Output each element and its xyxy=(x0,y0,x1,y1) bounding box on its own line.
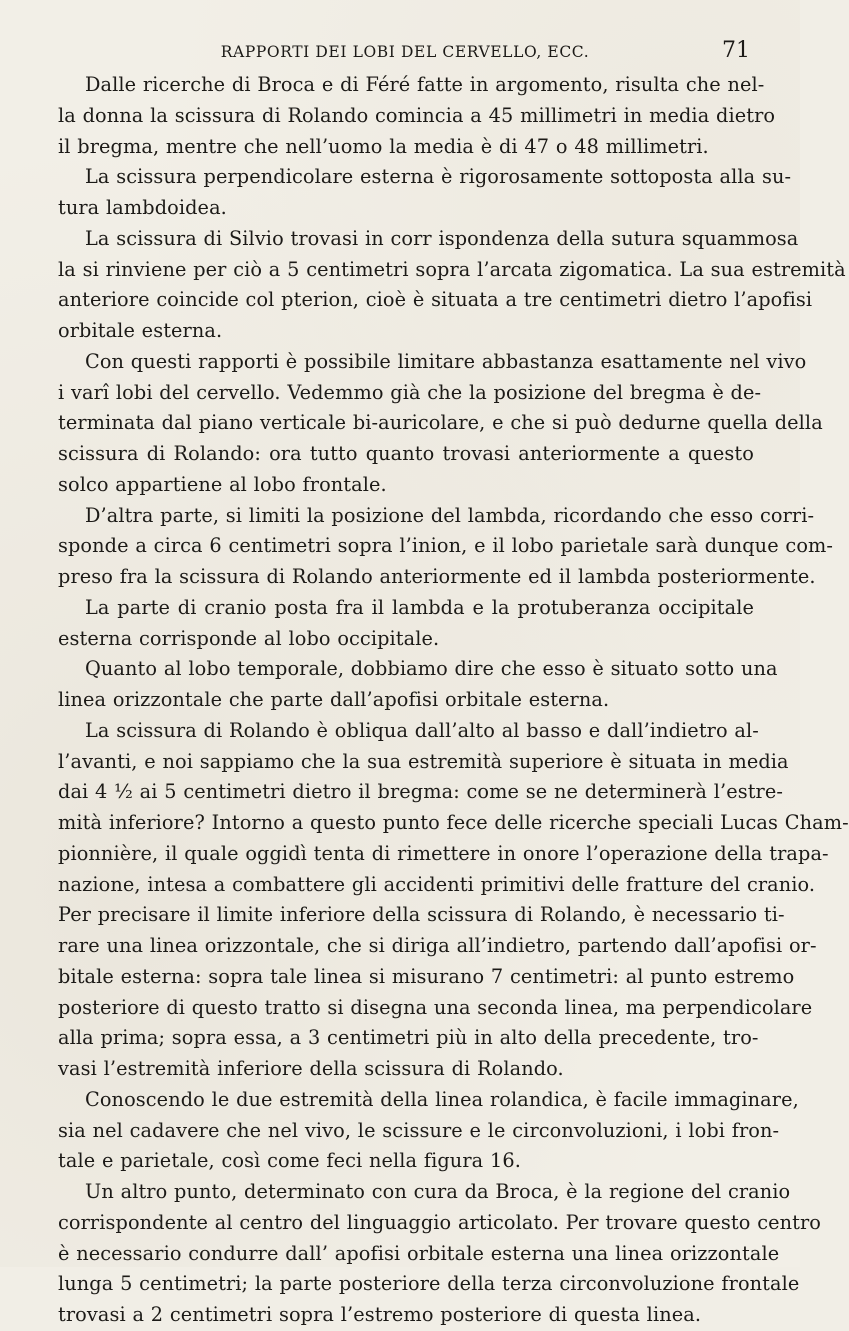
page-header xyxy=(60,36,750,68)
text-line: Conoscendo le due estremità della linea rolandica, è facile immaginare, xyxy=(85,1087,799,1111)
text-line: linea orizzontale che parte dall’apofisi orbitale esterna. xyxy=(58,688,610,711)
text-line: anteriore coincide col pterion, cioè è situata a tre centimetri dietro l’apofisi xyxy=(58,288,813,312)
text-line: dai 4 ½ ai 5 centimetri dietro il bregma: come se ne determinerà l’estre- xyxy=(58,780,783,804)
text-line: Con questi rapporti è possibile limitare abbastanza esattamente nel vivo xyxy=(85,349,807,373)
text-line: la si rinviene per ciò a 5 centimetri sopra l’arcata zigomatica. La sua estremità xyxy=(58,257,846,281)
text-line: mità inferiore? Intorno a questo punto fece delle ricerche speciali Lucas Cham- xyxy=(58,811,849,834)
text-line: rare una linea orizzontale, che si diriga all’indietro, partendo dall’apofisi or- xyxy=(58,934,817,957)
running-title: RAPPORTI DEI LOBI DEL CERVELLO, ECC. xyxy=(220,43,590,61)
text-line: posteriore di questo tratto si disegna una seconda linea, ma perpendicolare xyxy=(58,995,813,1019)
text-line: il bregma, mentre che nell’uomo la media è di 47 o 48 millimetri. xyxy=(58,134,709,158)
text-line: Per precisare il limite inferiore della scissura di Rolando, è necessario ti- xyxy=(58,903,785,927)
text-line: pionnière, il quale oggidì tenta di rimettere in onore l’operazione della trapa- xyxy=(58,841,829,865)
text-line: tura lambdoidea. xyxy=(58,196,227,219)
text-line: vasi l’estremità inferiore della scissura di Rolando. xyxy=(58,1057,564,1080)
text-line: bitale esterna: sopra tale linea si misurano 7 centimetri: al punto estremo xyxy=(58,964,795,988)
text-line: corrispondente al centro del linguaggio articolato. Per trovare questo centro xyxy=(58,1210,822,1234)
text-line: è necessario condurre dall’ apofisi orbitale esterna una linea orizzontale xyxy=(58,1241,780,1265)
text-line: sponde a circa 6 centimetri sopra l’inion, e il lobo parietale sarà dunque com- xyxy=(58,534,834,558)
text-line: orbitale esterna. xyxy=(58,319,223,342)
page-number: 71 xyxy=(722,38,750,63)
text-line: scissura di Rolando: ora tutto quanto trovasi anteriormente a questo xyxy=(58,442,754,465)
text-line: esterna corrisponde al lobo occipitale. xyxy=(58,626,440,650)
text-line: Dalle ricerche di Broca e di Féré fatte in argomento, risulta che nel- xyxy=(85,73,765,96)
text-line: la donna la scissura di Rolando comincia a 45 millimetri in media dietro xyxy=(58,103,776,127)
text-line: La scissura di Silvio trovasi in corr ispondenza della sutura squammosa xyxy=(85,226,799,250)
text-line: nazione, intesa a combattere gli accidenti primitivi delle fratture del cranio. xyxy=(58,872,816,896)
text-line: tale e parietale, così come feci nella figura 16. xyxy=(58,1149,521,1173)
text-line: alla prima; sopra essa, a 3 centimetri più in alto della precedente, tro- xyxy=(58,1026,759,1050)
text-line: trovasi a 2 centimetri sopra l’estremo posteriore di questa linea. xyxy=(58,1303,702,1326)
text-line: lunga 5 centimetri; la parte posteriore della terza circonvoluzione frontale xyxy=(58,1272,800,1296)
text-line: Quanto al lobo temporale, dobbiamo dire che esso è situato sotto una xyxy=(85,657,778,681)
text-line: La scissura di Rolando è obliqua dall’alto al basso e dall’indietro al- xyxy=(85,718,759,742)
text-line: terminata dal piano verticale bi-auricolare, e che si può dedurne quella della xyxy=(58,411,823,435)
text-line: preso fra la scissura di Rolando anteriormente ed il lambda posteriormente. xyxy=(58,565,816,588)
text-line: solco appartiene al lobo frontale. xyxy=(58,472,387,496)
text-line: Un altro punto, determinato con cura da Broca, è la regione del cranio xyxy=(85,1180,791,1203)
text-line: La scissura perpendicolare esterna è rigorosamente sottoposta alla su- xyxy=(85,165,792,189)
text-line: i varî lobi del cervello. Vedemmo già che la posizione del bregma è de- xyxy=(58,380,762,404)
body-text xyxy=(58,70,849,1331)
text-line: La parte di cranio posta fra il lambda e la protuberanza occipitale xyxy=(85,595,754,619)
text-line: l’avanti, e noi sappiamo che la sua estremità superiore è situata in media xyxy=(58,749,789,773)
text-line: D’altra parte, si limiti la posizione del lambda, ricordando che esso corri- xyxy=(85,503,815,527)
text-line: sia nel cadavere che nel vivo, le scissure e le circonvoluzioni, i lobi fron- xyxy=(58,1118,780,1142)
